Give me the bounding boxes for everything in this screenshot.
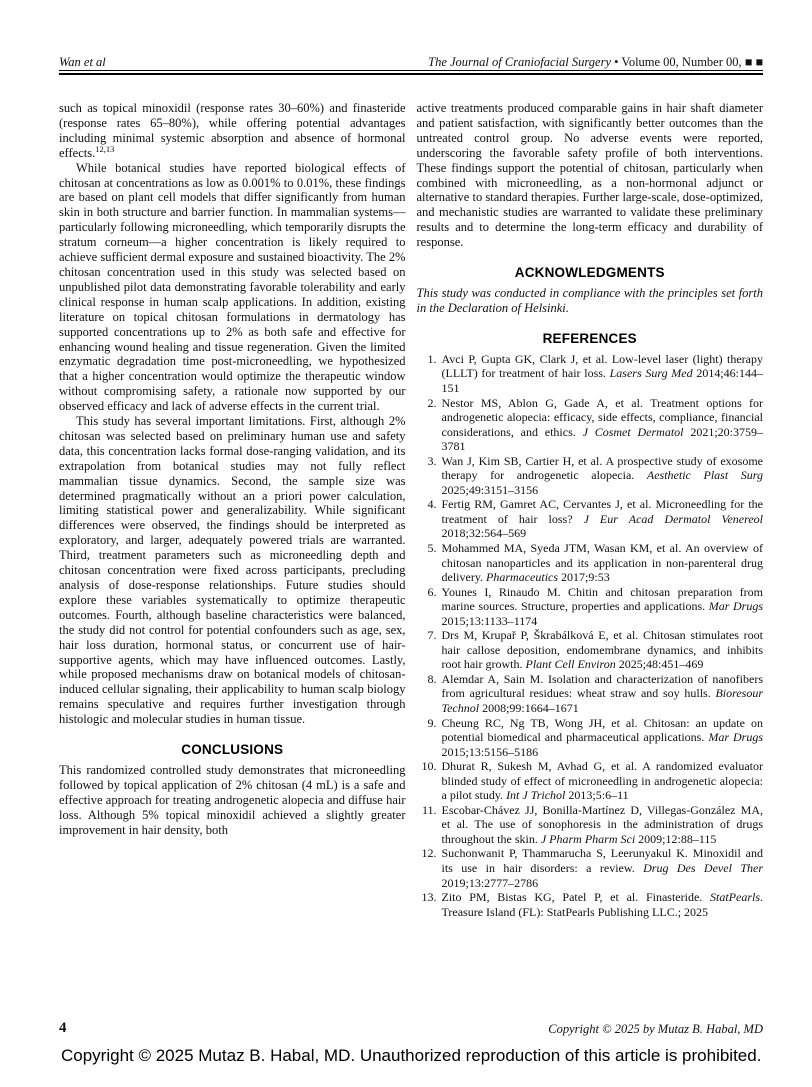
footer bbox=[59, 1020, 763, 1037]
left-column bbox=[59, 101, 406, 919]
reference-item: 8. Alemdar A, Sain M. Isolation and characterization of nanofibers from agricultural residues: wheat straw and soy hulls. Bioresour Technol 2008;99:1664–1671 bbox=[417, 672, 764, 716]
reference-number: 5. bbox=[427, 540, 437, 555]
reference-journal: J Cosmet Dermatol bbox=[582, 424, 684, 439]
running-journal-info bbox=[428, 55, 763, 70]
body-paragraph: such as topical minoxidil (response rates 30–60%) and finasteride (response rates 65–80%), while offering potential advantages including minimal systemic absorption and absence of hormonal effects.$^{12,13}$ bbox=[59, 101, 406, 160]
copyright-banner: Copyright © 2025 Mutaz B. Habal, MD. Unauthorized reproduction of this article is prohibited. bbox=[61, 1046, 762, 1065]
reference-journal: StatPearls bbox=[710, 890, 760, 905]
reference-number: 7. bbox=[427, 628, 437, 643]
reference-item: 11. Escobar-Chávez JJ, Bonilla-Martínez D, Villegas-González MA, et al. The use of sonophoresis in the administration of drugs throughout the skin. J Pharm Pharm Sci 2009;12:88–115 bbox=[417, 803, 764, 847]
reference-item: 2. Nestor MS, Ablon G, Gade A, et al. Treatment options for androgenetic alopecia: efficacy, side effects, compliance, financial considerations, and ethics. J Cosmet Dermatol 2021;20:3759–3781 bbox=[417, 396, 764, 454]
running-author: Wan et al bbox=[59, 55, 106, 69]
reference-item: 7. Drs M, Krupař P, Škrabálková E, et al. Chitosan stimulates root hair callose deposition, endomembrane dynamics, and inhibits root hair growth. Plant Cell Environ 2025;48:451–469 bbox=[417, 628, 764, 672]
reference-item: 12. Suchonwanit P, Thammarucha S, Leerunyakul K. Minoxidil and its use in hair disorders: a review. Drug Des Devel Ther 2019;13:2777–2786 bbox=[417, 846, 764, 890]
issue-info: • Volume 00, Number 00, ■ ■ bbox=[611, 55, 763, 69]
reference-number: 9. bbox=[427, 715, 437, 730]
citation-superscript: 12,13 bbox=[95, 143, 115, 154]
reference-journal: Drug Des Devel Ther bbox=[643, 861, 763, 876]
reference-item: 5. Mohammed MA, Syeda JTM, Wasan KM, et al. An overview of chitosan nanoparticles and its application in non-parenteral drug delivery. Pharmaceutics 2017;9:53 bbox=[417, 541, 764, 585]
reference-item: 4. Fertig RM, Gamret AC, Cervantes J, et al. Microneedling for the treatment of hair loss? J Eur Acad Dermatol Venereol 2018;32:564–569 bbox=[417, 497, 764, 541]
continuation-paragraph: active treatments produced comparable gains in hair shaft diameter and patient satisfaction, with significantly better outcomes than the untreated control group. No adverse events were reported, underscoring the favorable safety profile of both interventions. These findings support the potential of chitosan, particularly when combined with microneedling, as a non-hormonal adjunct or alternative to standard therapies. Further large-scale, dose-optimized, and mechanistic studies are warranted to validate these preliminary results and to determine the long-term efficacy and durability of response. bbox=[416, 101, 763, 250]
running-header bbox=[59, 55, 763, 70]
conclusions-paragraph: This randomized controlled study demonstrates that microneedling followed by topical application of 2% chitosan (4 mL) is a safe and effective approach for treating androgenetic alopecia and diffuse hair loss. Although 5% topical minoxidil achieved a slightly greater improvement in hair density, both bbox=[59, 763, 406, 837]
conclusions-heading: CONCLUSIONS bbox=[181, 742, 284, 758]
reference-journal: Mar Drugs bbox=[708, 599, 763, 614]
reference-number: 1. bbox=[427, 351, 437, 366]
references-list bbox=[417, 352, 764, 919]
reference-journal: Plant Cell Environ bbox=[525, 657, 616, 672]
acknowledgments-text: This study was conducted in compliance with the principles set forth in the Declaration of Helsinki. bbox=[416, 286, 763, 315]
article-body bbox=[59, 101, 763, 919]
reference-number: 13. bbox=[421, 890, 437, 905]
right-column bbox=[417, 101, 764, 919]
reference-item: 13. Zito PM, Bistas KG, Patel P, et al. Finasteride. StatPearls. Treasure Island (FL): StatPearls Publishing LLC.; 2025 bbox=[417, 890, 764, 919]
reference-journal: J Eur Acad Dermatol Venereol bbox=[583, 511, 763, 526]
reference-journal: Lasers Surg Med bbox=[609, 366, 693, 381]
reference-item: 1. Avci P, Gupta GK, Clark J, et al. Low-level laser (light) therapy (LLLT) for treatment of hair loss. Lasers Surg Med 2014;46:144–151 bbox=[417, 352, 764, 396]
reference-number: 8. bbox=[427, 671, 437, 686]
reference-journal: Pharmaceutics bbox=[486, 570, 559, 585]
reference-journal: Int J Trichol bbox=[506, 788, 566, 803]
reference-journal: Mar Drugs bbox=[708, 730, 764, 745]
reference-number: 6. bbox=[427, 584, 437, 599]
reference-item: 6. Younes I, Rinaudo M. Chitin and chitosan preparation from marine sources. Structure, properties and applications. Mar Drugs 2015;13:1133–1174 bbox=[417, 585, 764, 629]
discussion-paragraphs bbox=[59, 101, 406, 727]
acknowledgments-heading: ACKNOWLEDGMENTS bbox=[514, 265, 665, 281]
reference-journal: Aesthetic Plast Surg bbox=[646, 468, 763, 483]
journal-title: The Journal of Craniofacial Surgery bbox=[428, 55, 611, 69]
reference-item: 3. Wan J, Kim SB, Cartier H, et al. A prospective study of exosome therapy for androgenetic alopecia. Aesthetic Plast Surg 2025;49:3151–3156 bbox=[417, 454, 764, 498]
reference-number: 4. bbox=[427, 497, 437, 512]
reference-journal: J Pharm Pharm Sci bbox=[540, 831, 636, 846]
reference-item: 9. Cheung RC, Ng TB, Wong JH, et al. Chitosan: an update on potential biomedical and pharmaceutical applications. Mar Drugs 2015;13:5156–5186 bbox=[417, 716, 764, 760]
reference-item: 10. Dhurat R, Sukesh M, Avhad G, et al. A randomized evaluator blinded study of effect of microneedling in androgenetic alopecia: a pilot study. Int J Trichol 2013;5:6–11 bbox=[417, 759, 764, 803]
reference-number: 10. bbox=[421, 759, 437, 774]
footer-copyright: Copyright © 2025 by Mutaz B. Habal, MD bbox=[548, 1022, 763, 1036]
header-rule bbox=[59, 70, 763, 75]
reference-number: 3. bbox=[427, 453, 437, 468]
reference-journal: Bioresour Technol bbox=[441, 686, 763, 715]
references-heading: REFERENCES bbox=[542, 330, 637, 346]
body-paragraph: While botanical studies have reported biological effects of chitosan at concentrations as low as 0.001% to 0.01%, these findings are based on plant cell models that differ significantly from human skin in both structure and barrier function. In mammalian systems—particularly following microneedling, which temporarily disrupts the stratum corneum—a higher concentration is likely required to achieve sufficient dermal exposure and sustained bioactivity. The 2% chitosan concentration used in this study was selected based on unpublished pilot data demonstrating favorable tolerability and early clinical response in human scalp applications. In addition, existing literature on topical chitosan formulations in dermatology has supported concentrations up to 2% as both safe and effective for enhancing wound healing and tissue regeneration. Given the limited enzymatic degradation time post-microneedling, we hypothesized that a higher concentration would optimize the therapeutic window without compromising safety, a rationale now supported by our observed efficacy and lack of adverse effects in the current trial. bbox=[59, 160, 406, 414]
body-paragraph: This study has several important limitations. First, although 2% chitosan was selected based on preliminary human use and safety data, this concentration lacks formal dose-ranging validation, and its extrapolation from botanical studies may not fully reflect mammalian tissue dynamics. Second, the sample size was determined pragmatically without an a priori power calculation, limiting statistical power and generalizability. While significant differences were observed, the findings should be interpreted as exploratory, and larger, adequately powered trials are warranted. Third, treatment parameters such as microneedling depth and chitosan concentration were fixed across participants, precluding analysis of dose-response relationships. Future studies should explore these variables systematically to optimize therapeutic outcomes. Fourth, although baseline characteristics were balanced, the study did not control for potential confounders such as age, sex, hair loss duration, hormonal status, or concurrent use of hair-supportive agents, which may have influenced outcomes. Lastly, while proposed mechanisms draw on botanical models of chitosan-induced cellular signaling, their applicability to human scalp biology remains speculative and requires further investigation through histologic and molecular studies in human tissue. bbox=[59, 414, 406, 727]
page-number: 4 bbox=[59, 1020, 67, 1036]
reference-number: 12. bbox=[421, 846, 437, 861]
reference-number: 11. bbox=[421, 802, 437, 817]
reference-number: 2. bbox=[427, 395, 437, 410]
